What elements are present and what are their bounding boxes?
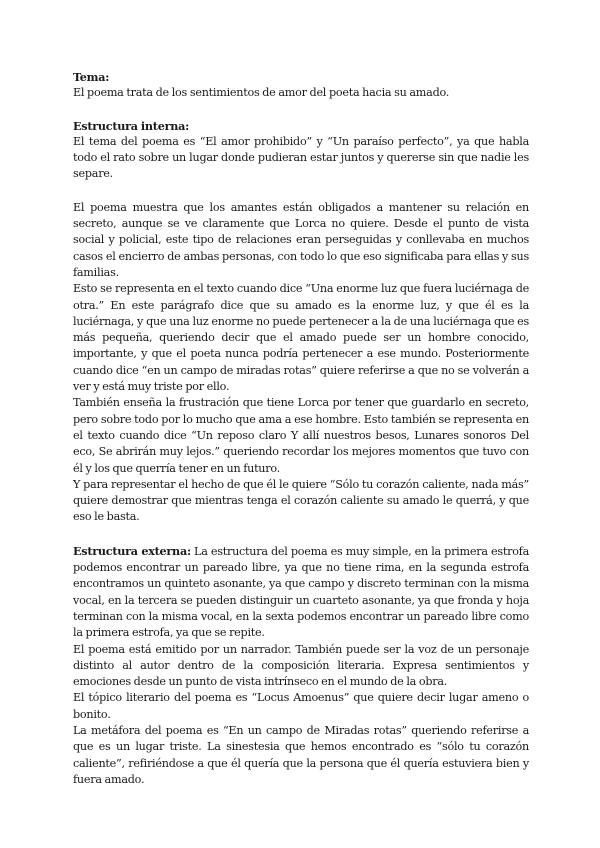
tema-heading: Tema:: [73, 70, 110, 84]
estructura-externa-section: [73, 543, 529, 788]
analysis-section: [73, 200, 529, 526]
estructura-externa-paragraph-1: [73, 543, 529, 642]
analysis-paragraph-3: También enseña la frustración que tiene Lorca por tener que guardarlo en secreto, pero sobre todo por lo mucho que ama a ese hombre. Esto también se representa en el texto cuando dice “Un reposo claro Y allí nuestros besos, Lunares sonoros Del eco, Se abrirán muy lejos.” queriendo recordar los mejores momentos que tuvo con él y los que querría tener en un futuro.: [73, 396, 529, 475]
estructura-interna-section: [73, 118, 529, 183]
estructura-externa-paragraph-4: La metáfora del poema es “En un campo de Miradas rotas” queriendo referirse a que es un lugar triste. La sinestesia que hemos encontrado es “sólo tu corazón caliente”, refiriéndose a que él quería que la persona que él quería estuviera bien y fuera amado.: [73, 723, 529, 786]
estructura-externa-paragraph-2: El poema está emitido por un narrador. También puede ser la voz de un personaje distinto al autor dentro de la composición literaria. Expresa sentimientos y emociones desde un punto de vista intrínseco en el mundo de la obra.: [73, 642, 529, 689]
estructura-externa-paragraph-3: El tópico literario del poema es “Locus Amoenus” que quiere decir lugar ameno o bonito.: [73, 691, 529, 721]
tema-text: El poema trata de los sentimientos de amor del poeta hacia su amado.: [73, 86, 450, 100]
analysis-paragraph-1: El poema muestra que los amantes están obligados a mantener su relación en secreto, aunque se ve claramente que Lorca no quiere. Desde el punto de vista social y policial, este tipo de relaciones eran perseguidas y conllevaba en muchos casos el encierro de ambas personas, con todo lo que eso significaba para ellas y sus familias.: [73, 200, 529, 279]
document-page: [73, 69, 529, 788]
analysis-paragraph-4: Y para representar el hecho de que él le quiere “Sólo tu corazón caliente, nada más” quiere demostrar que mientras tenga el corazón caliente su amado le querrá, y que eso le basta.: [73, 477, 529, 524]
estructura-interna-heading: Estructura interna:: [73, 118, 189, 133]
tema-section: [73, 69, 529, 102]
analysis-paragraph-2: Esto se representa en el texto cuando dice “Una enorme luz que fuera luciérnaga de otra.” En este parágrafo dice que su amado es la enorme luz, y que él es la luciérnaga, y que una luz enorme no puede pertenecer a la de una luciérnaga que es más pequeña, queriendo decir que el amado puede ser un hombre conocido, importante, y que el poeta nunca podría pertenecer a ese mundo. Posteriormente cuando dice “en un campo de miradas rotas” quiere referirse a que no se volverán a ver y está muy triste por ello.: [73, 282, 529, 394]
estructura-externa-text: La estructura del poema es muy simple, en la primera estrofa podemos encontrar un pareado libre, ya que no tiene rima, en la segunda estrofa encontramos un quinteto asonante, ya que campo y discreto terminan con la misma vocal, en la tercera se pueden distinguir un cuarteto asonante, ya que fronda y hoja terminan con la misma vocal, en la sexta podemos encontrar un pareado libre como la primera estrofa, ya que se repite.: [73, 544, 529, 640]
estructura-interna-text: El tema del poema es “El amor prohibido” y “Un paraíso perfecto”, ya que habla todo el rato sobre un lugar donde pudieran estar juntos y quererse sin que nadie les separe.: [73, 134, 529, 181]
estructura-externa-heading: Estructura externa:: [73, 543, 191, 558]
